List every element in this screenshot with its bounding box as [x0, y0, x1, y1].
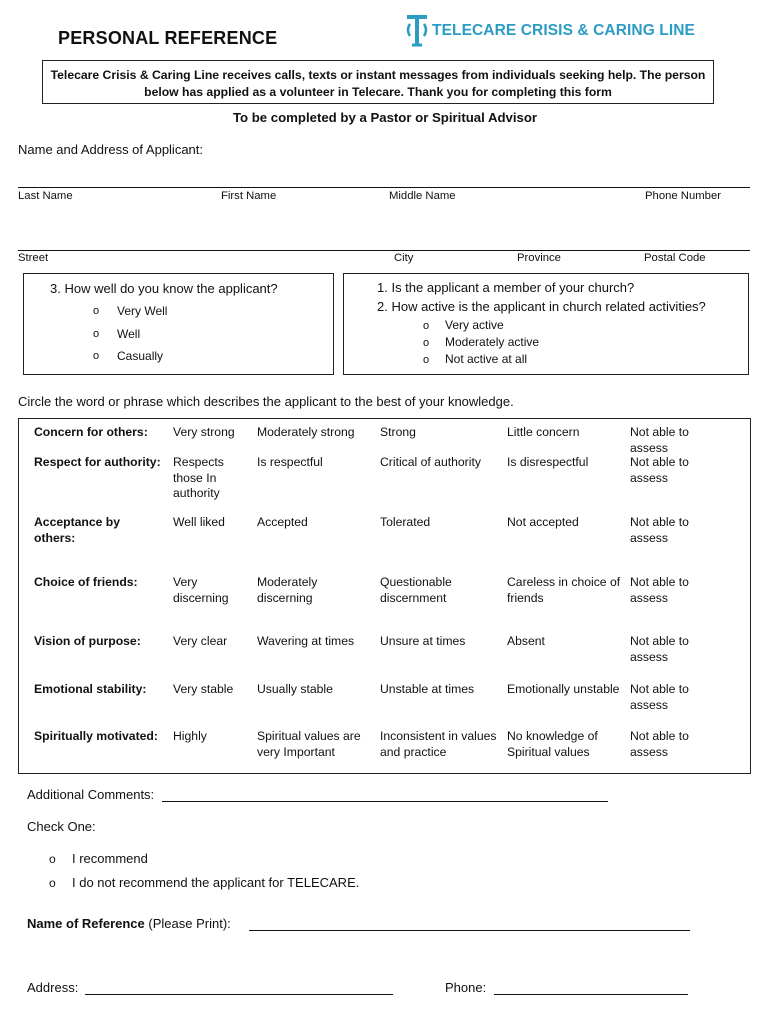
- address-label: Address:: [27, 980, 79, 995]
- rating-row-label: Concern for others:: [34, 425, 148, 439]
- city-label: City: [394, 252, 414, 264]
- rating-option[interactable]: Not able to assess: [630, 515, 689, 545]
- rating-option[interactable]: Well liked: [173, 515, 225, 529]
- intro-box: Telecare Crisis & Caring Line receives calls, texts or instant messages from individuals seeking help. The person below has applied as a volunteer in Telecare. Thank you for completing this form: [42, 60, 714, 104]
- know-option-radio[interactable]: o: [93, 328, 100, 340]
- rating-option[interactable]: Emotionally unstable: [507, 682, 620, 696]
- rating-option[interactable]: Spiritual values are very Important: [257, 729, 361, 759]
- rating-option[interactable]: Not able to assess: [630, 575, 689, 605]
- rating-option[interactable]: Usually stable: [257, 682, 333, 696]
- postal-code-label: Postal Code: [644, 252, 706, 264]
- recommend-label: I recommend: [72, 851, 148, 866]
- reference-name-line[interactable]: [249, 930, 690, 931]
- phone-label: Phone:: [445, 980, 487, 995]
- rating-option[interactable]: Not able to assess: [630, 682, 689, 712]
- middle-name-label: Middle Name: [389, 190, 456, 202]
- church-option-label: Moderately active: [445, 335, 540, 349]
- comments-line[interactable]: [162, 801, 608, 802]
- address-line[interactable]: [85, 994, 393, 995]
- applicant-name-line[interactable]: [18, 187, 750, 188]
- province-label: Province: [517, 252, 561, 264]
- rating-option[interactable]: Critical of authority: [380, 455, 481, 469]
- rating-row-label: Choice of friends:: [34, 575, 138, 589]
- page-title: PERSONAL REFERENCE: [58, 28, 278, 48]
- rating-option[interactable]: Tolerated: [380, 515, 431, 529]
- reference-name-rest: (Please Print):: [144, 916, 231, 931]
- rating-option[interactable]: Is respectful: [257, 455, 323, 469]
- rating-option[interactable]: Strong: [380, 425, 416, 439]
- applicant-address-line[interactable]: [18, 250, 750, 251]
- rating-option[interactable]: Highly: [173, 729, 207, 743]
- rating-row-label: Respect for authority:: [34, 455, 161, 469]
- street-label: Street: [18, 252, 49, 264]
- rating-option[interactable]: Very strong: [173, 425, 235, 439]
- know-question: 3. How well do you know the applicant?: [50, 281, 278, 296]
- rating-option[interactable]: Not able to assess: [630, 455, 689, 485]
- know-option-label: Well: [117, 327, 141, 341]
- rating-option[interactable]: Accepted: [257, 515, 308, 529]
- church-option-radio[interactable]: o: [423, 337, 430, 349]
- rating-row-label: Vision of purpose:: [34, 634, 141, 648]
- rating-row-label: Emotional stability:: [34, 682, 147, 696]
- reference-name-label: [27, 916, 231, 931]
- rating-option[interactable]: Inconsistent in values and practice: [380, 729, 497, 759]
- know-option-radio[interactable]: o: [93, 350, 100, 362]
- rating-option[interactable]: Little concern: [507, 425, 580, 439]
- rating-option[interactable]: Not accepted: [507, 515, 579, 529]
- know-option-label: Very Well: [117, 304, 168, 318]
- rating-option[interactable]: No knowledge of Spiritual values: [507, 729, 598, 759]
- phone-line[interactable]: [494, 994, 688, 995]
- rating-row-label: Spiritually motivated:: [34, 729, 158, 743]
- rating-option[interactable]: Wavering at times: [257, 634, 355, 648]
- church-option-radio[interactable]: o: [423, 320, 430, 332]
- rating-option[interactable]: Not able to assess: [630, 425, 689, 455]
- rating-option[interactable]: Not able to assess: [630, 729, 689, 759]
- recommend-radio[interactable]: o: [49, 852, 56, 866]
- rating-option[interactable]: Very stable: [173, 682, 234, 696]
- church-option-label: Very active: [445, 318, 504, 332]
- telecare-logo-icon: [404, 14, 430, 48]
- church-option-radio[interactable]: o: [423, 354, 430, 366]
- rating-option[interactable]: Questionable discernment: [380, 575, 452, 605]
- form-subheading: To be completed by a Pastor or Spiritual Advisor: [232, 110, 538, 125]
- check-one-label: Check One:: [27, 819, 96, 834]
- rating-option[interactable]: Respects those In authority: [173, 455, 224, 500]
- rating-option[interactable]: Unstable at times: [380, 682, 475, 696]
- applicant-label: Name and Address of Applicant:: [18, 142, 204, 157]
- rating-option[interactable]: Absent: [507, 634, 545, 648]
- rating-option[interactable]: Not able to assess: [630, 634, 689, 664]
- rating-row-label: Acceptance by others:: [34, 515, 121, 545]
- rating-option[interactable]: Unsure at times: [380, 634, 466, 648]
- reference-name-bold: Name of Reference: [27, 916, 145, 931]
- phone-number-label: Phone Number: [645, 190, 721, 202]
- comments-label: Additional Comments:: [27, 787, 155, 802]
- church-member-question: 1. Is the applicant a member of your church?: [377, 280, 635, 295]
- first-name-label: First Name: [221, 190, 277, 202]
- know-option-label: Casually: [117, 349, 164, 363]
- church-activity-question: 2. How active is the applicant in church related activities?: [377, 299, 706, 314]
- not-recommend-label: I do not recommend the applicant for TELECARE.: [72, 875, 360, 890]
- rating-option[interactable]: Very discerning: [173, 575, 229, 605]
- rating-option[interactable]: Is disrespectful: [507, 455, 589, 469]
- rating-option[interactable]: Moderately discerning: [257, 575, 318, 605]
- know-option-radio[interactable]: o: [93, 305, 100, 317]
- circle-instruction: Circle the word or phrase which describes the applicant to the best of your knowledge.: [18, 394, 514, 409]
- rating-option[interactable]: Careless in choice of friends: [507, 575, 621, 605]
- church-option-label: Not active at all: [445, 352, 528, 366]
- rating-option[interactable]: Very clear: [173, 634, 228, 648]
- logo-text: TELECARE CRISIS & CARING LINE: [432, 22, 695, 39]
- rating-option[interactable]: Moderately strong: [257, 425, 355, 439]
- last-name-label: Last Name: [18, 190, 73, 202]
- not-recommend-radio[interactable]: o: [49, 876, 56, 890]
